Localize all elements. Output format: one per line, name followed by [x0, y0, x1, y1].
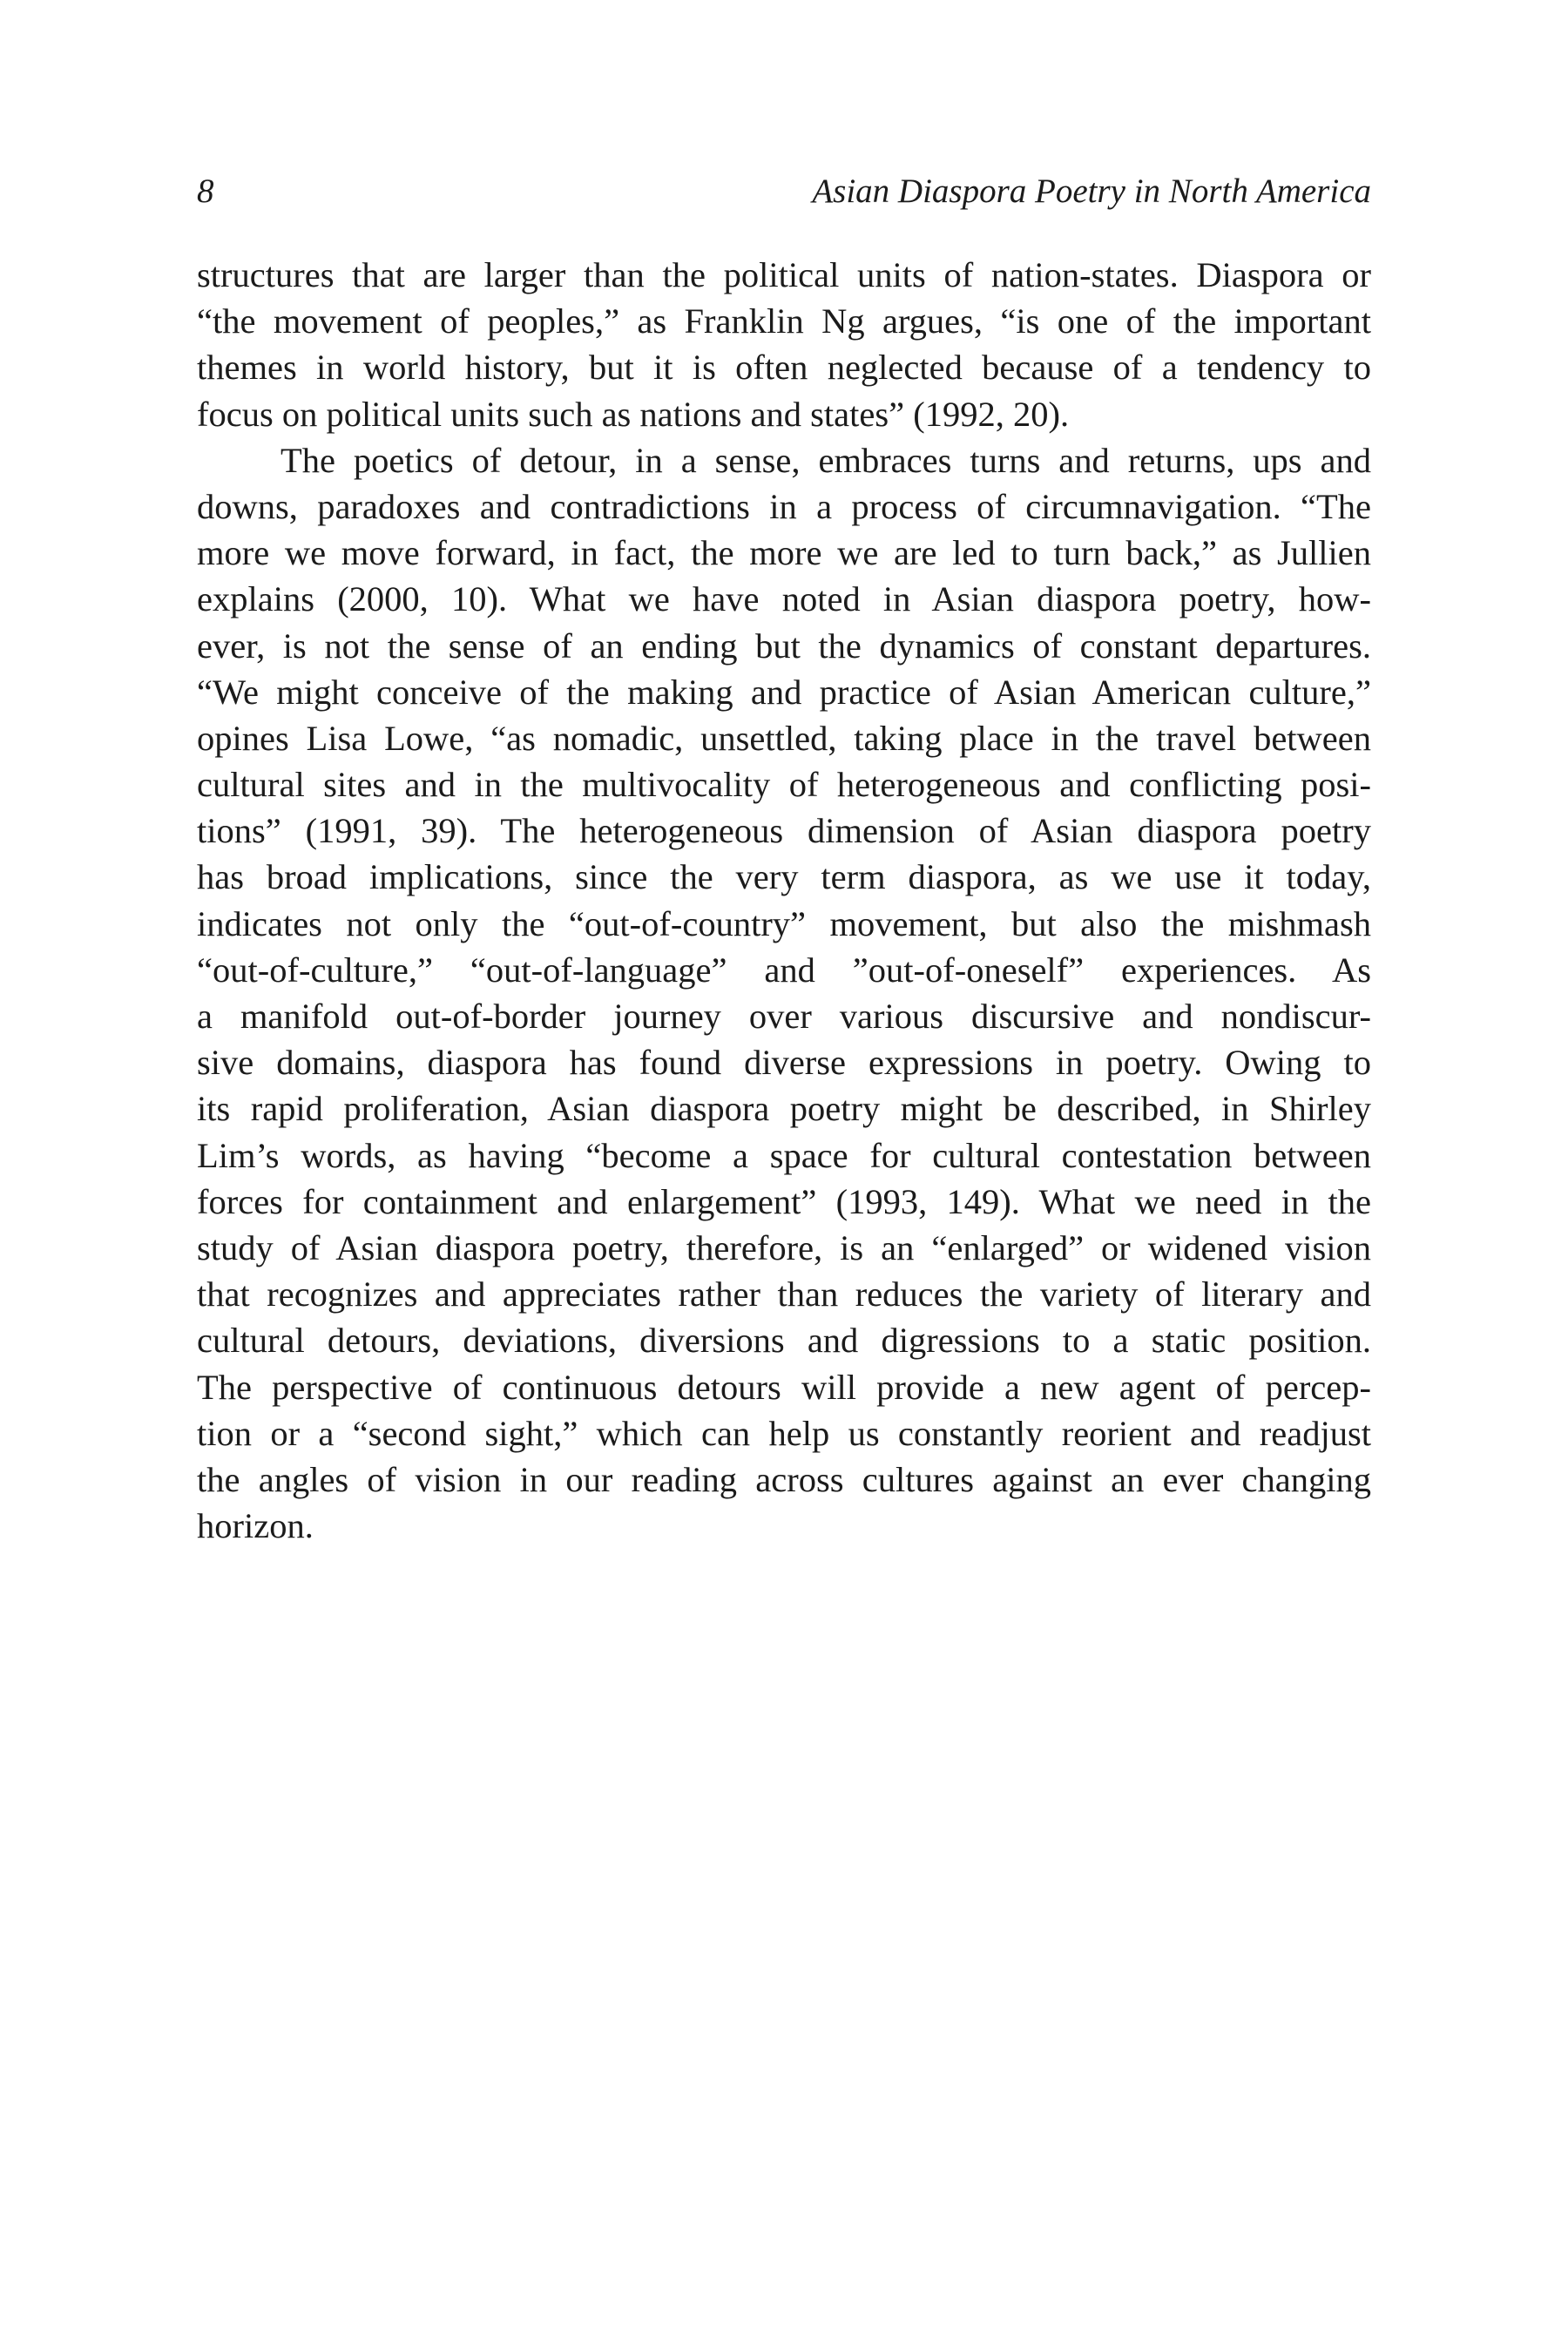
- text-line: downs, paradoxes and contradictions in a process of circumnavigation. “The: [197, 486, 1371, 526]
- text-line: forces for containment and enlargement” (1993, 149). What we need in the: [197, 1181, 1371, 1221]
- text-line: study of Asian diaspora poetry, therefore, is an “enlarged” or widened vision: [197, 1227, 1371, 1267]
- paragraph: [197, 437, 1371, 1550]
- text-line: a manifold out-of-border journey over various discursive and nondiscur-: [197, 997, 1371, 1036]
- page-number: 8: [197, 172, 214, 210]
- text-line: its rapid proliferation, Asian diaspora poetry might be described, in Shirley: [197, 1089, 1371, 1129]
- text-line: “We might conceive of the making and practice of Asian American culture,”: [197, 672, 1371, 712]
- body-text: [197, 252, 1371, 1549]
- paragraph: [197, 252, 1371, 437]
- text-line: indicates not only the “out-of-country” movement, but also the mishmash: [197, 903, 1371, 943]
- text-line: “out-of-culture,” “out-of-language” and ”out-of-oneself” experiences. As: [197, 950, 1371, 990]
- text-line: horizon.: [197, 1506, 314, 1546]
- text-line: that recognizes and appreciates rather than reduces the variety of literary and: [197, 1274, 1371, 1315]
- text-line: Lim’s words, as having “become a space for cultural contestation between: [197, 1135, 1371, 1175]
- text-line: sive domains, diaspora has found diverse expressions in poetry. Owing to: [197, 1043, 1371, 1083]
- text-line: tion or a “second sight,” which can help us constantly reorient and readjust: [197, 1413, 1371, 1453]
- running-header: [197, 166, 1371, 218]
- text-line: the angles of vision in our reading across cultures against an ever changing: [197, 1459, 1371, 1499]
- text-line: more we move forward, in fact, the more we are led to turn back,” as Jullien: [197, 533, 1371, 573]
- text-line: opines Lisa Lowe, “as nomadic, unsettled, taking place in the travel between: [197, 718, 1371, 758]
- text-line: The perspective of continuous detours will provide a new agent of percep-: [197, 1367, 1371, 1407]
- text-line: ever, is not the sense of an ending but the dynamics of constant departures.: [197, 625, 1371, 666]
- text-line: cultural sites and in the multivocality of heterogeneous and conflicting posi-: [197, 765, 1371, 805]
- text-line: cultural detours, deviations, diversions and digressions to a static position.: [197, 1321, 1371, 1361]
- text-line: “the movement of peoples,” as Franklin Ng argues, “is one of the important: [197, 301, 1371, 341]
- text-line: focus on political units such as nations and states” (1992, 20).: [197, 394, 1070, 434]
- text-line: has broad implications, since the very term diaspora, as we use it today,: [197, 857, 1371, 897]
- text-line: explains (2000, 10). What we have noted in Asian diaspora poetry, how-: [197, 579, 1371, 619]
- text-line: themes in world history, but it is often neglected because of a tendency to: [197, 348, 1371, 388]
- text-line: tions” (1991, 39). The heterogeneous dimension of Asian diaspora poetry: [197, 811, 1371, 851]
- text-line: The poetics of detour, in a sense, embraces turns and returns, ups and: [280, 440, 1371, 480]
- running-title: Asian Diaspora Poetry in North America: [812, 172, 1371, 210]
- text-line: structures that are larger than the political units of nation-states. Diaspora or: [197, 255, 1371, 294]
